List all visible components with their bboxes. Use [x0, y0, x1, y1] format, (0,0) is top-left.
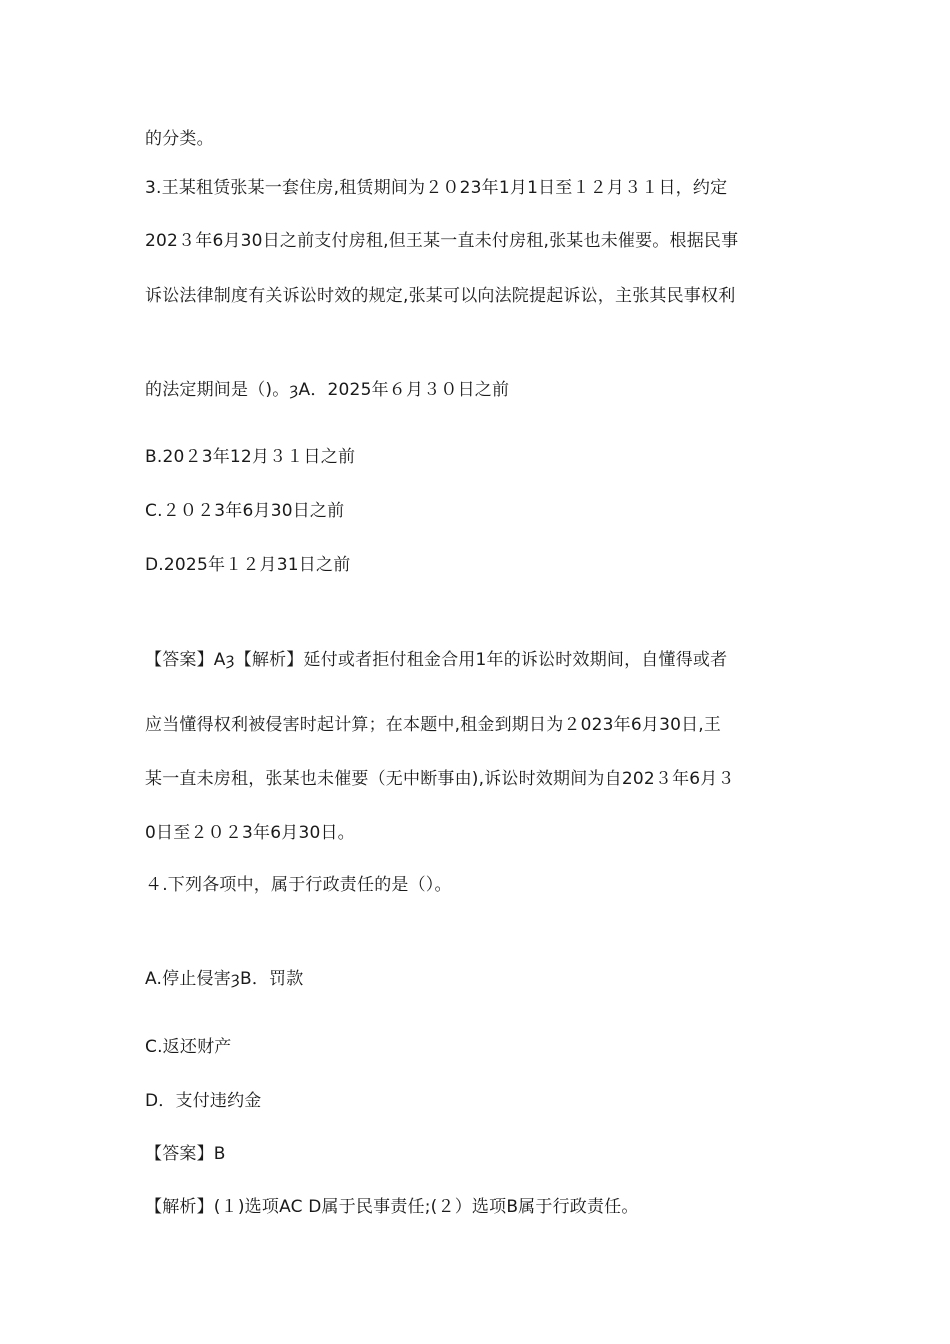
- question-4-stem: ４.下列各项中，属于行政责任的是（）。: [145, 875, 452, 895]
- question-3-answer-line-3: 某一直未房租，张某也未催要（无中断事由),诉讼时效期间为自202３年6月３: [145, 769, 735, 789]
- question-3-option-c: C.２０２3年6月30日之前: [145, 501, 345, 521]
- question-3-line-1: 3.王某租赁张某一套住房,租赁期间为２０23年1月1日至１２月３１日，约定: [145, 178, 728, 198]
- question-3-line-4-option-a: 的法定期间是（)。ȝA．2025年６月３０日之前: [145, 380, 510, 400]
- question-4-options-a-b: A.停止侵害ȝB．罚款: [145, 969, 304, 989]
- question-3-answer-line-2: 应当懂得权利被侵害时起计算；在本题中,租金到期日为２023年6月30日,王: [145, 715, 722, 735]
- question-3-option-b: B.20２3年12月３１日之前: [145, 447, 356, 467]
- question-3-answer-line-1: 【答案】Aȝ【解析】延付或者拒付租金合用1年的诉讼时效期间，自懂得或者: [145, 650, 728, 670]
- text-line-prev-question-end: 的分类。: [145, 129, 214, 149]
- question-3-option-d: D.2025年１２月31日之前: [145, 555, 351, 575]
- question-4-answer: 【答案】B: [145, 1144, 226, 1164]
- question-3-line-3: 诉讼法律制度有关诉讼时效的规定,张某可以向法院提起诉讼，主张其民事权利: [145, 286, 736, 306]
- question-4-explanation: 【解析】(１)选项AC D属于民事责任;(２）选项B属于行政责任。: [145, 1197, 639, 1217]
- question-4-option-c: C.返还财产: [145, 1037, 232, 1057]
- question-4-option-d: D．支付违约金: [145, 1091, 262, 1111]
- question-3-line-2: 202３年6月30日之前支付房租,但王某一直未付房租,张某也未催要。根据民事: [145, 231, 739, 251]
- question-3-answer-line-4: 0日至２０２3年6月30日。: [145, 823, 355, 843]
